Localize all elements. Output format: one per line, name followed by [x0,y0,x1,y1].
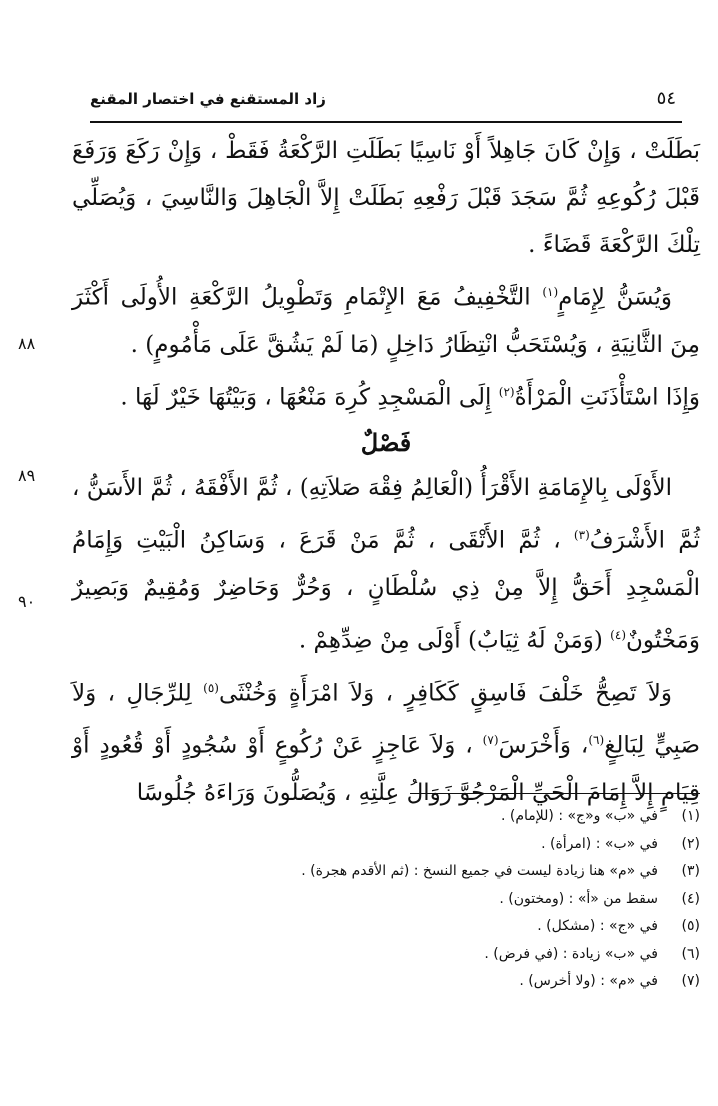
footnote-ref-1: (١) [542,285,559,299]
footnote-5 [180,913,700,941]
footnote-ref-3: (٣) [573,528,590,543]
para4-text-a: الأَوْلَى بِالإِمَامَةِ الأَقْرَأُ (الْعَالِمُ فِقْهَ صَلاَتِهِ) ، ثُمَّ الأَفْقَهُ ، ثُمَّ الأَسَنُّ ، ثُمَّ الأَشْرَفُ [72,475,700,554]
footnote-number: (١) [681,808,700,824]
margin-number-89: ٨٩ [18,466,36,485]
footnote-text: في «ب» و«ج» : (للإمام) . [501,808,658,824]
paragraph-2 [72,269,700,369]
para5-text-d: ، وَلاَ عَاجِزٍ عَنْ رُكُوعٍ أَوْ سُجُودٍ أَوْ قُعُودٍ أَوْ قِيَامٍ إِلاَّ إِمَامَ الْحَيِّ الْمَرْجُوَّ زَوَالُ عِلَّتِهِ ، وَيُصَلُّونَ وَرَاءَهُ جُلُوسًا [72,732,700,806]
footnote-ref-5: (٥) [203,680,219,695]
footnote-text: في «م» هنا زيادة ليست في جميع النسخ : (ثم الأقدم هجرة) . [301,863,658,879]
footnote-6 [180,941,700,969]
footnote-number: (٤) [681,890,700,907]
para4-text-c: (وَمَنْ لَهُ ثِيَابٌ) أَوْلَى مِنْ ضِدِّهِمْ . [298,627,603,654]
footnote-ref-7: (٧) [482,733,499,748]
paragraph-1: بَطَلَتْ ، وَإِنْ كَانَ جَاهِلاً أَوْ نَاسِيًا بَطَلَتِ الرَّكْعَةُ فَقَطْ ، وَإِنْ رَكَعَ وَرَفَعَ قَبْلَ رُكُوعِهِ ثُمَّ سَجَدَ قَبْلَ رَفْعِهِ بَطَلَتْ إِلاَّ الْجَاهِلَ وَالنَّاسِيَ ، وَيُصَلِّي تِلْكَ الرَّكْعَةَ قَضَاءً . [72,138,700,258]
para5-text-a: وَلاَ تَصِحُّ خَلْفَ فَاسِقٍ كَكَافِرٍ ، وَلاَ امْرَأَةٍ وَخُنْثَى [218,680,673,707]
margin-number-88: ٨٨ [18,334,36,353]
footnote-text: في «ب» زيادة : (في فرض) . [484,945,658,962]
footnote-number: (٧) [681,973,700,989]
para5-text-b: لِلرِّجَالِ ، وَلاَ صَبِيٍّ لِبَالِغٍ [72,680,700,759]
page-header [90,86,680,116]
footnote-1 [180,803,700,831]
footnote-separator [410,793,700,794]
footnote-text: سقط من «أ» : (ومختون) . [499,890,658,907]
footnote-ref-6: (٦) [588,733,605,748]
footnote-ref-2: (٢) [498,384,515,399]
footnote-text: في «ج» : (مشكل) . [537,918,658,934]
section-heading: فَصْلٌ [360,428,412,458]
footnote-number: (٢) [681,835,700,852]
para2-text-a: وَيُسَنُّ لِإِمَامٍ [558,284,673,311]
footnote-2 [180,831,700,859]
footnote-3 [180,858,700,886]
running-title: زاد المستقنع في اختصار المقنع [90,90,326,108]
page-number: ٥٤ [656,88,676,109]
footnote-text: في «م» : (ولا أخرس) . [519,973,658,989]
paragraph-4 [72,465,700,664]
paragraph-3 [72,369,700,422]
footnotes [180,803,700,996]
header-rule [90,121,682,123]
para4-text-b: ، ثُمَّ الأَتْقَى ، ثُمَّ مَنْ قَرَعَ ، وَسَاكِنُ الْبَيْتِ وَإِمَامُ الْمَسْجِدِ أَحَقُّ إِلاَّ مِنْ ذِي سُلْطَانٍ ، وَحُرٌّ وَحَاضِرٌ وَمُقِيمٌ وَبَصِيرٌ وَمَخْتُونٌ [72,527,700,654]
footnote-ref-4: (٤) [610,627,626,642]
footnote-number: (٦) [681,945,700,962]
para3-text-b: إِلَى الْمَسْجِدِ كُرِهَ مَنْعُهَا ، وَبَيْتُهَا خَيْرٌ لَهَا . [120,384,492,411]
para3-text-a: وَإِذَا اسْتَأْذَنَتِ الْمَرْأَةُ [514,384,700,411]
footnote-number: (٣) [681,863,700,879]
main-text [72,128,700,817]
margin-number-90: ٩٠ [18,592,36,611]
footnote-number: (٥) [681,918,700,934]
footnote-4 [180,886,700,914]
paragraph-5 [72,665,700,817]
para2-text-b: التَّخْفِيفُ مَعَ الإِتْمَامِ وَتَطْوِيلُ الرَّكْعَةِ الأُولَى أَكْثَرَ مِنَ الثَّانِيَةِ ، وَيُسْتَحَبُّ انْتِظَارُ دَاخِلٍ (مَا لَمْ يَشُقَّ عَلَى مَأْمُومٍ) . [72,284,700,358]
footnote-7 [180,968,700,996]
footnote-text: في «ب» : (امرأة) . [541,835,658,852]
para5-text-c: ، وَأَخْرَسَ [498,732,589,759]
